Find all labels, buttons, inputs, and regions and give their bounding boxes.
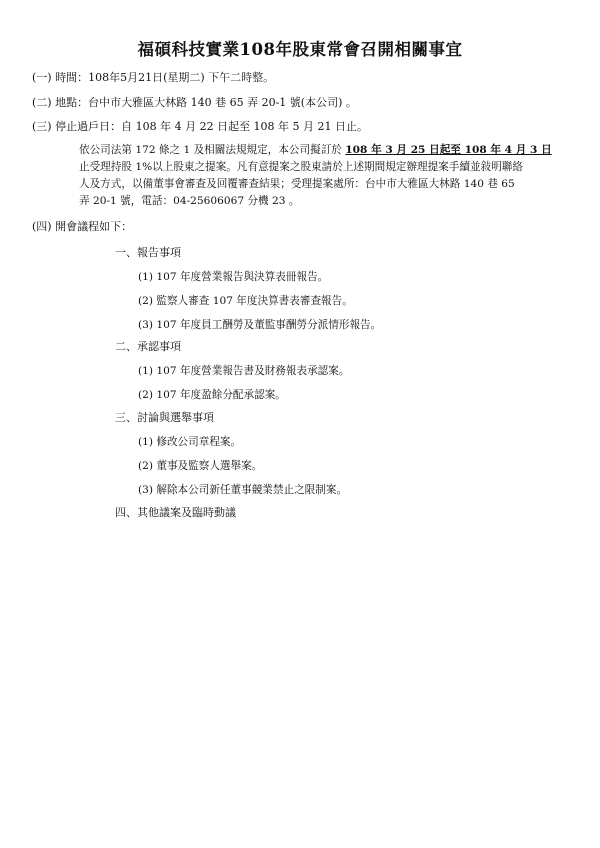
book-closure-value: 自 108 年 4 月 22 日起至 108 年 5 月 21 日止。 [121,120,369,133]
meeting-location [32,96,357,110]
book-closure-period [32,120,368,134]
proposal-line-4: 弄 20-1 號，電話：04-25606067 分機 23 。 [79,195,300,207]
list-item: (1) 修改公司章程案。 [138,436,242,448]
list-item: (2) 監察人審查 107 年度決算書表審查報告。 [138,295,353,307]
agenda-heading: (四) 開會議程如下： [32,220,133,233]
section-discussion-election: 三、討論與選舉事項 [115,411,214,424]
list-item: (3) 107 年度員工酬勞及董監事酬勞分派情形報告。 [138,319,382,331]
meeting-time [32,71,274,85]
document-title: 福碩科技實業108年股東常會召開相關事宜 [137,40,463,59]
book-closure-label: (三) 停止過戶日： [32,120,122,133]
proposal-line-2: 止受理持股 1%以上股東之提案。凡有意提案之股東請於上述期間規定辦理提案手續並敍明聯絡 [79,161,523,173]
proposal-paragraph [79,142,579,210]
proposal-line-1 [79,142,579,159]
list-item: (1) 107 年度營業報告書及財務報表承認案。 [138,365,350,377]
list-item: (2) 107 年度盈餘分配承認案。 [138,389,286,401]
section-report: 一、報告事項 [115,246,181,259]
list-item: (2) 董事及監察人選舉案。 [138,460,263,472]
proposal-line-3: 人及方式，以備董事會審查及回覆審查結果；受理提案處所：台中市大雅區大林路 140 巷 65 [79,178,515,190]
section-other-motions: 四、其他議案及臨時動議 [115,506,236,519]
proposal-line-1-text: 依公司法第 172 條之 1 及相關法規規定，本公司擬訂於 [79,144,346,156]
meeting-time-label: (一) 時間： [32,71,89,84]
proposal-period-underlined: 108 年 3 月 25 日起至 108 年 4 月 3 日 [345,144,552,156]
meeting-time-value: 108年5月21日(星期二) 下午二時整。 [88,71,275,84]
meeting-location-value: 台中市大雅區大林路 140 巷 65 弄 20-1 號(本公司) 。 [88,96,357,109]
section-ratification: 二、承認事項 [115,340,181,353]
list-item: (3) 解除本公司新任董事競業禁止之限制案。 [138,484,348,496]
meeting-location-label: (二) 地點： [32,96,89,109]
list-item: (1) 107 年度營業報告與決算表冊報告。 [138,271,329,283]
